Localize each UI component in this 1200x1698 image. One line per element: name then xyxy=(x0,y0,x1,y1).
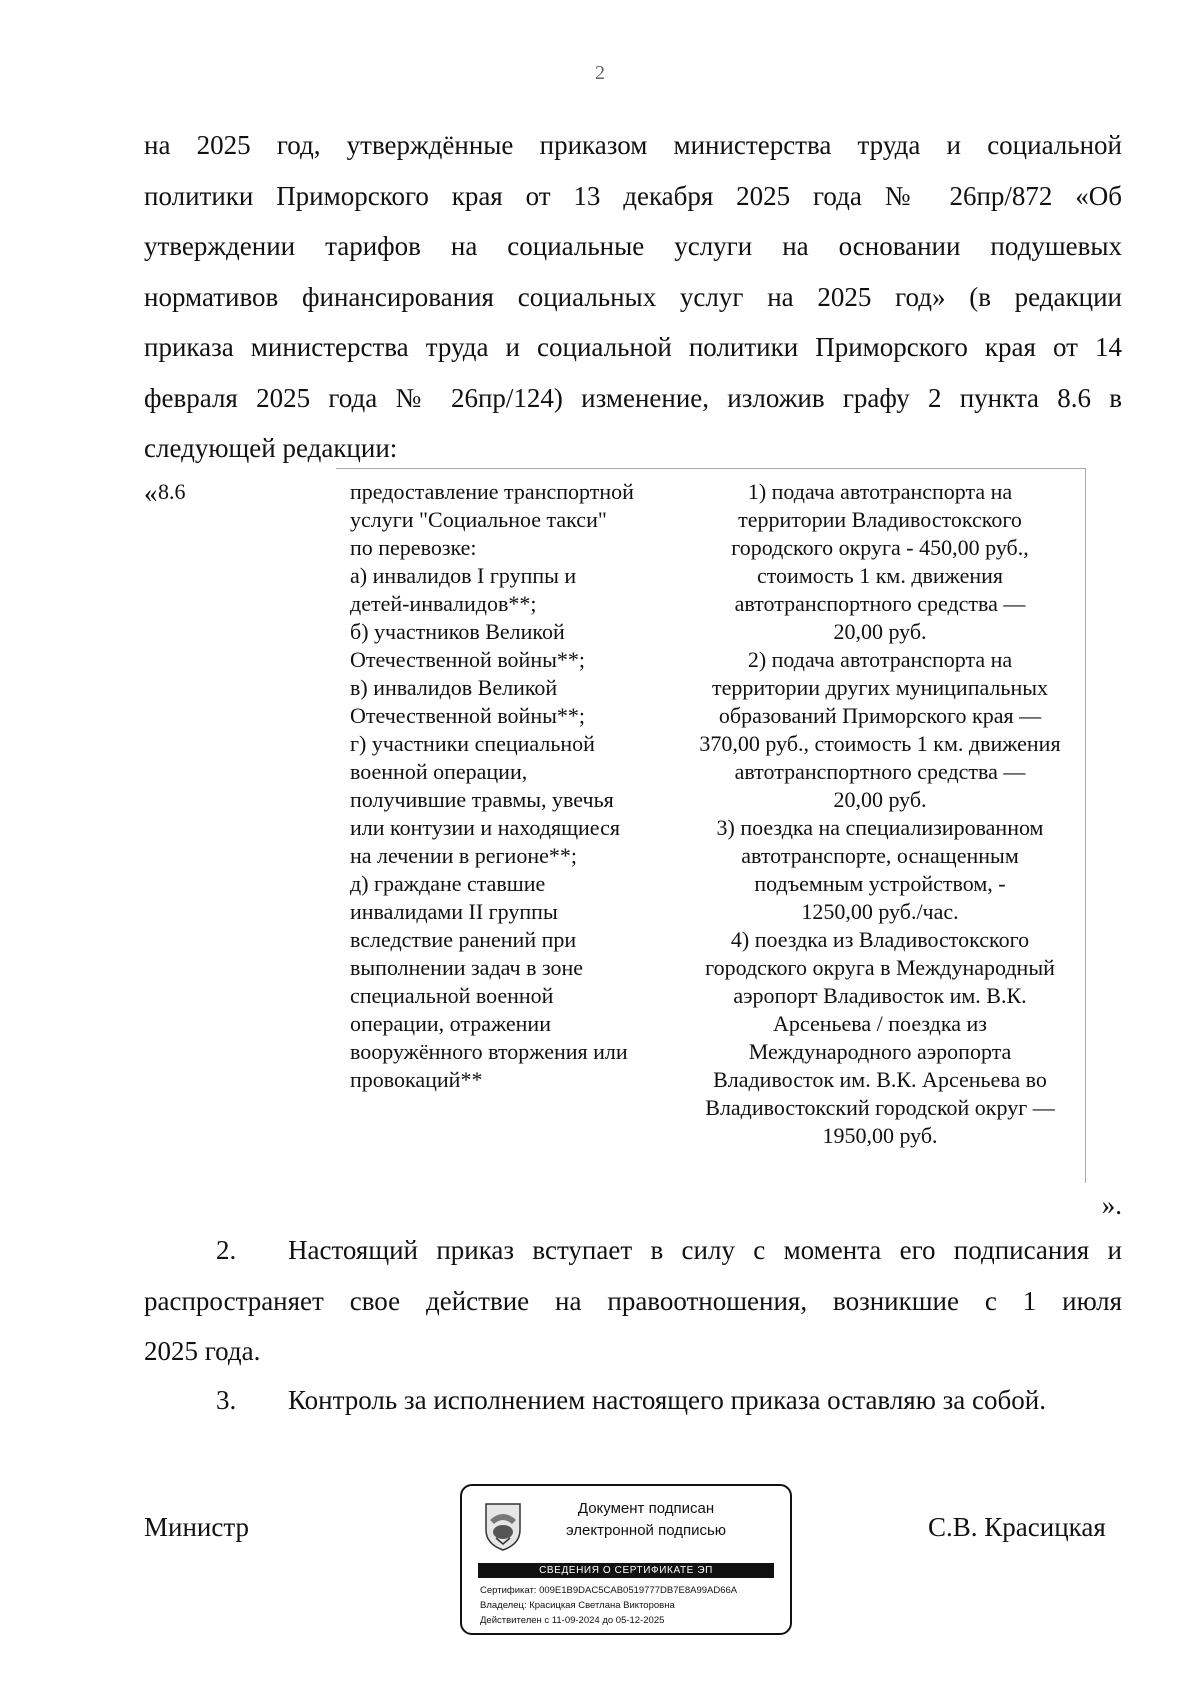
description-line: Отечественной войны**; xyxy=(350,703,585,728)
description-line: вооружённого вторжения или xyxy=(350,1039,628,1064)
intro-line: февраля 2025 года № 26пр/124) изменение, изложив графу 2 пункта 8.6 в xyxy=(144,382,1122,413)
description-line: военной операции, xyxy=(350,759,528,784)
description-line: вследствие ранений при xyxy=(350,927,577,952)
description-line: получившие травмы, увечья xyxy=(350,787,614,812)
description-line: выполнении задач в зоне xyxy=(350,955,584,980)
tariff-line: 3) поездка на специализированном xyxy=(716,815,1044,840)
intro-line: приказа министерства труда и социальной политики Приморского края от 14 xyxy=(144,332,1122,362)
table-row-number: 8.6 xyxy=(158,479,186,504)
tariff-line: автотранспортного средства — xyxy=(734,759,1026,784)
stamp-owner: Владелец: Красицкая Светлана Викторовна xyxy=(480,1600,675,1611)
intro-line: нормативов финансирования социальных услуг на 2025 год» (в редакции xyxy=(144,281,1122,312)
paragraph-2-text: Настоящий приказ вступает в силу с момента его подписания и xyxy=(288,1235,1122,1265)
paragraph-2-line: распространяет свое действие на правоотношения, возникшие с 1 июля xyxy=(144,1285,1122,1316)
description-line: детей-инвалидов**; xyxy=(350,591,537,616)
tariff-line: территории других муниципальных xyxy=(711,675,1049,700)
tariff-line: территории Владивостокского xyxy=(738,507,1022,532)
description-line: услуги "Социальное такси" xyxy=(350,507,607,532)
signer-position: Министр xyxy=(144,1512,249,1542)
tariff-line: стоимость 1 км. движения xyxy=(756,563,1004,588)
tariff-line: Арсеньева / поездка из xyxy=(773,1011,987,1036)
electronic-signature-stamp xyxy=(460,1484,792,1635)
tariff-line: 4) поездка из Владивостокского xyxy=(730,927,1030,952)
stamp-certificate-header: СВЕДЕНИЯ О СЕРТИФИКАТЕ ЭП xyxy=(478,1563,774,1578)
paragraph-2-line: 2025 года. xyxy=(144,1336,261,1366)
paragraph-2-number: 2. xyxy=(216,1235,237,1265)
tariff-line: 1) подача автотранспорта на xyxy=(747,479,1013,504)
table-top-border xyxy=(336,468,1086,469)
stamp-title-line-2: электронной подписью xyxy=(565,1522,727,1539)
table-tariff-cell xyxy=(675,478,1085,1150)
tariff-line: 20,00 руб. xyxy=(833,787,927,812)
description-line: по перевозке: xyxy=(350,535,477,560)
tariff-line: 2) подача автотранспорта на xyxy=(747,647,1013,672)
tariff-line: автотранспортного средства — xyxy=(734,591,1026,616)
description-line: б) участников Великой xyxy=(350,619,565,644)
table-close-quote: ». xyxy=(1101,1190,1122,1220)
intro-line: утверждении тарифов на социальные услуги на основании подушевых xyxy=(144,231,1122,261)
tariff-line: 370,00 руб., стоимость 1 км. движения xyxy=(699,731,1061,756)
description-line: специальной военной xyxy=(350,983,554,1008)
tariff-line: городского округа - 450,00 руб., xyxy=(731,535,1029,560)
table-open-quote: « xyxy=(144,478,158,508)
description-line: инвалидами II группы xyxy=(350,899,558,924)
intro-paragraph xyxy=(144,120,1122,474)
description-line: Отечественной войны**; xyxy=(350,647,585,672)
stamp-certificate-number: Сертификат: 009E1B9DAC5CAB0519777DB7E8A99AD66A xyxy=(480,1585,738,1596)
description-line: в) инвалидов Великой xyxy=(350,675,558,700)
tariff-line: 1950,00 руб. xyxy=(822,1123,938,1148)
tariff-line: аэропорт Владивосток им. В.К. xyxy=(733,983,1027,1008)
tariff-line: Владивосток им. В.К. Арсеньева во xyxy=(713,1067,1047,1092)
description-line: или контузии и находящиеся xyxy=(350,815,620,840)
description-line: д) граждане ставшие xyxy=(350,871,546,896)
tariff-line: подъемным устройством, - xyxy=(754,871,1006,896)
table-right-border xyxy=(1085,468,1086,1183)
intro-line: на 2025 год, утверждённые приказом министерства труда и социальной xyxy=(144,130,1122,160)
paragraph-2 xyxy=(144,1225,1122,1377)
tariff-line: образований Приморского края — xyxy=(718,703,1042,728)
description-line: г) участники специальной xyxy=(350,731,595,756)
page-number: 2 xyxy=(595,62,605,84)
table-service-description xyxy=(350,478,680,1094)
description-line: а) инвалидов I группы и xyxy=(350,563,577,588)
tariff-line: Международного аэропорта xyxy=(748,1039,1012,1064)
stamp-title-line-1: Документ подписан xyxy=(577,1500,715,1517)
description-line: операции, отражении xyxy=(350,1011,551,1036)
stamp-validity: Действителен с 11-09-2024 до 05-12-2025 xyxy=(480,1615,665,1626)
signer-name: С.В. Красицкая xyxy=(928,1512,1106,1542)
tariff-line: Владивостокский городской округ — xyxy=(705,1095,1055,1120)
paragraph-3-number: 3. xyxy=(216,1385,237,1415)
description-line: провокаций** xyxy=(350,1067,483,1092)
tariff-line: 20,00 руб. xyxy=(833,619,927,644)
tariff-line: городского округа в Международный xyxy=(705,955,1055,980)
paragraph-3-text: Контроль за исполнением настоящего приказа оставляю за собой. xyxy=(288,1385,1046,1415)
tariff-line: автотранспорте, оснащенным xyxy=(741,843,1019,868)
description-line: предоставление транспортной xyxy=(350,479,634,504)
paragraph-3 xyxy=(144,1375,1122,1426)
tariff-line: 1250,00 руб./час. xyxy=(801,899,959,924)
paragraph-2-line xyxy=(144,1225,1122,1276)
description-line: на лечении в регионе**; xyxy=(350,843,577,868)
intro-line: следующей редакции: xyxy=(144,433,398,463)
intro-line: политики Приморского края от 13 декабря 2025 года № 26пр/872 «Об xyxy=(144,180,1122,211)
